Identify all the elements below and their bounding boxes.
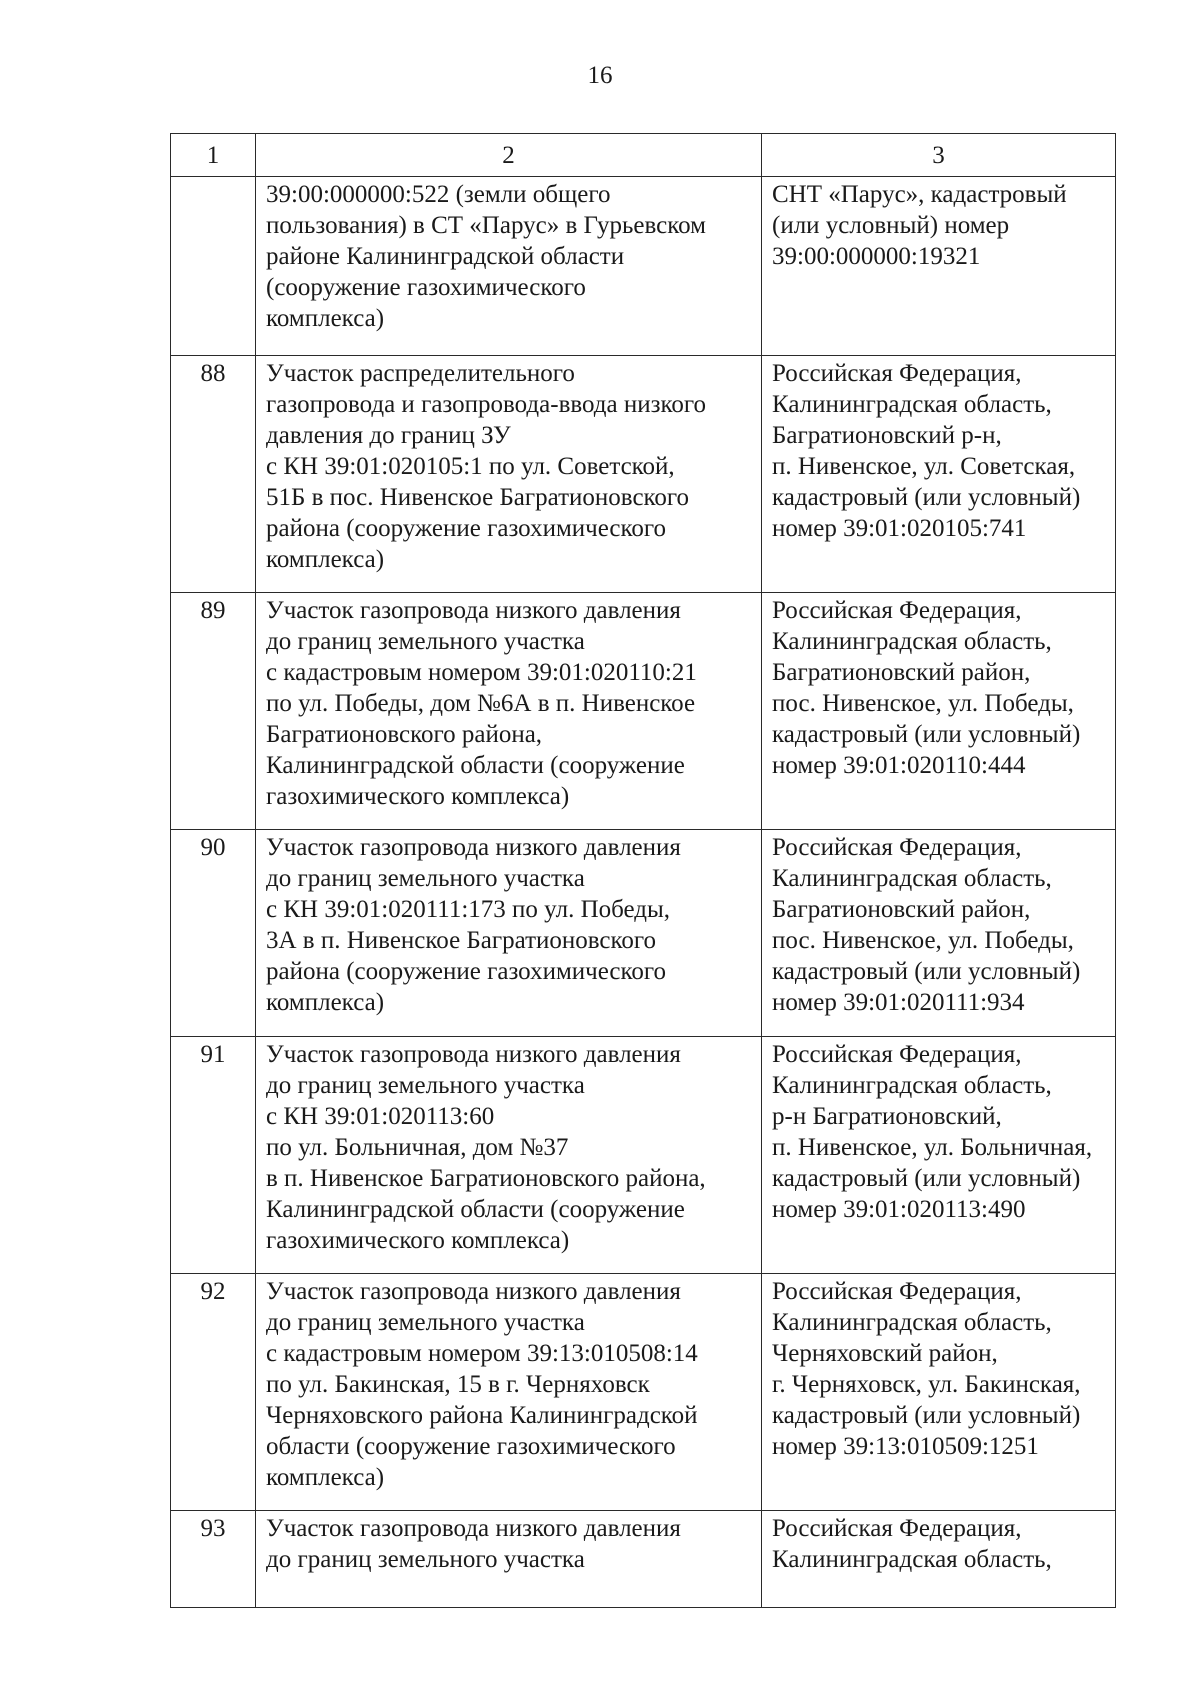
table-row [171, 1274, 1116, 1511]
object-description: Участок распределительного газопровода и газопровода-ввода низкого давления до границ ЗУ с КН 39:01:020105:1 по ул. Советской, 51Б в пос. Нивенское Багратионовского района (сооружение газохимического комплекса) [256, 356, 762, 593]
owner-details: Российская Федерация, Калининградская область, Багратионовский р-н, п. Нивенское, ул. Советская, кадастровый (или условный) номер 39:01:020105:741 [762, 356, 1116, 593]
owner-details: Российская Федерация, Калининградская область, Багратионовский район, пос. Нивенское, ул. Победы, кадастровый (или условный) номер 39:01:020110:444 [762, 593, 1116, 830]
owner-details: Российская Федерация, Калининградская область, р-н Багратионовский, п. Нивенское, ул. Больничная, кадастровый (или условный) номер 39:01:020113:490 [762, 1037, 1116, 1274]
row-number: 88 [171, 356, 256, 593]
row-number: 89 [171, 593, 256, 830]
owner-details: СНТ «Парус», кадастровый (или условный) номер 39:00:000000:19321 [762, 177, 1116, 356]
row-number: 91 [171, 1037, 256, 1274]
table-row [171, 356, 1116, 593]
object-description: Участок газопровода низкого давления до границ земельного участка [256, 1511, 762, 1608]
table-row [171, 1037, 1116, 1274]
row-number: 93 [171, 1511, 256, 1608]
owner-details: Российская Федерация, Калининградская область, [762, 1511, 1116, 1608]
column-header-number: 1 [171, 134, 256, 177]
objects-table [170, 133, 1116, 1608]
table-row [171, 177, 1116, 356]
row-number: 92 [171, 1274, 256, 1511]
object-description: Участок газопровода низкого давления до границ земельного участка с кадастровым номером 39:13:010508:14 по ул. Бакинская, 15 в г. Черняховск Черняховского района Калининградской области (сооружение газохимического комплекса) [256, 1274, 762, 1511]
object-description: Участок газопровода низкого давления до границ земельного участка с КН 39:01:020113:60 по ул. Больничная, дом №37 в п. Нивенское Багратионовского района, Калининградской области (сооружение газохимического комплекса) [256, 1037, 762, 1274]
object-description: 39:00:000000:522 (земли общего пользования) в СТ «Парус» в Гурьевском районе Калининградской области (сооружение газохимического комплекса) [256, 177, 762, 356]
row-number: 90 [171, 830, 256, 1037]
table-row [171, 1511, 1116, 1608]
table-header-row [171, 134, 1116, 177]
column-header-owner: 3 [762, 134, 1116, 177]
owner-details: Российская Федерация, Калининградская область, Черняховский район, г. Черняховск, ул. Бакинская, кадастровый (или условный) номер 39:13:010509:1251 [762, 1274, 1116, 1511]
table-row [171, 593, 1116, 830]
object-description: Участок газопровода низкого давления до границ земельного участка с КН 39:01:020111:173 по ул. Победы, 3А в п. Нивенское Багратионовского района (сооружение газохимического комплекса) [256, 830, 762, 1037]
table-row [171, 830, 1116, 1037]
owner-details: Российская Федерация, Калининградская область, Багратионовский район, пос. Нивенское, ул. Победы, кадастровый (или условный) номер 39:01:020111:934 [762, 830, 1116, 1037]
column-header-object: 2 [256, 134, 762, 177]
page-number: 16 [587, 62, 613, 89]
row-number [171, 177, 256, 356]
object-description: Участок газопровода низкого давления до границ земельного участка с кадастровым номером 39:01:020110:21 по ул. Победы, дом №6А в п. Нивенское Багратионовского района, Калининградской области (сооружение газохимического комплекса) [256, 593, 762, 830]
